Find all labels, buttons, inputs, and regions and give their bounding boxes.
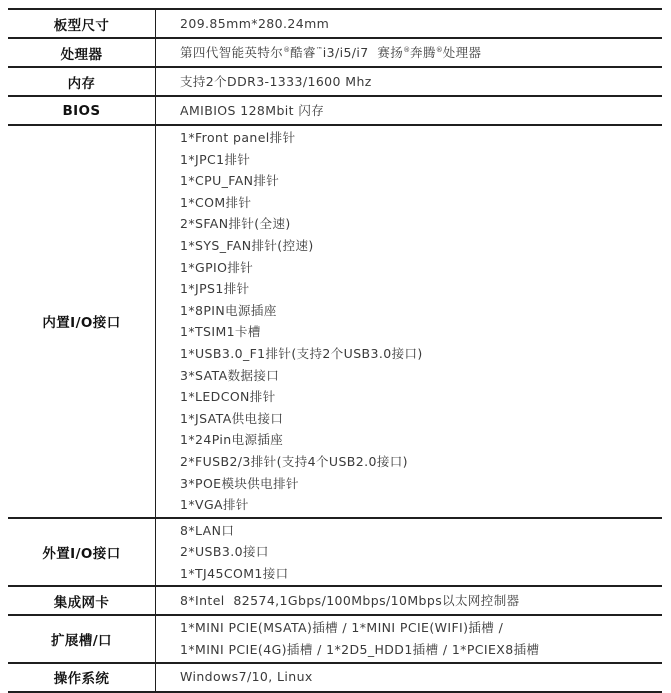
- spec-value-line: 1*TJ45COM1接口: [180, 565, 289, 581]
- spec-row: [8, 68, 662, 97]
- spec-value-line: 2*SFAN排针(全速): [180, 216, 291, 232]
- spec-value-line: 1*24Pin电源插座: [180, 432, 284, 448]
- spec-value-line: 209.85mm*280.24mm: [180, 15, 330, 31]
- spec-value-line: 1*Front panel排针: [180, 130, 296, 145]
- spec-value-line: 1*MINI PCIE(MSATA)插槽 / 1*MINI PCIE(WIFI)插槽 /: [180, 620, 504, 636]
- spec-row: [8, 39, 662, 68]
- spec-value-line: 1*TSIM1卡槽: [180, 324, 261, 340]
- spec-row-value: [156, 10, 662, 37]
- spec-row-label: 内置I/O接口: [8, 126, 156, 517]
- spec-value-line: 支持2个DDR3-1333/1600 Mhz: [180, 73, 372, 89]
- spec-value-line: 3*SATA数据接口: [180, 367, 280, 383]
- spec-value-line: 第四代智能英特尔®酷睿™i3/i5/i7 赛扬®奔腾®处理器: [180, 44, 482, 60]
- spec-row-value: [156, 126, 662, 517]
- spec-row: [8, 664, 662, 693]
- spec-row-label: 板型尺寸: [8, 10, 156, 37]
- spec-row: [8, 97, 662, 126]
- spec-row-value: [156, 519, 662, 586]
- spec-row-value: [156, 39, 662, 66]
- spec-value-line: 1*COM排针: [180, 194, 252, 210]
- spec-row-value: [156, 587, 662, 614]
- spec-row-label: 集成网卡: [8, 587, 156, 614]
- spec-row: [8, 616, 662, 663]
- spec-row: [8, 587, 662, 616]
- spec-row-value: [156, 664, 662, 691]
- spec-value-line: 8*Intel 82574,1Gbps/100Mbps/10Mbps以太网控制器: [180, 593, 520, 609]
- spec-value-line: 1*8PIN电源插座: [180, 302, 277, 318]
- spec-row-label: 内存: [8, 68, 156, 95]
- spec-row-label: 处理器: [8, 39, 156, 66]
- spec-row-label: 外置I/O接口: [8, 519, 156, 586]
- spec-row-label: BIOS: [8, 97, 156, 124]
- spec-table: [8, 8, 662, 693]
- spec-value-line: 1*JSATA供电接口: [180, 410, 284, 426]
- spec-value-line: 1*USB3.0_F1排针(支持2个USB3.0接口): [180, 345, 423, 361]
- spec-value-line: AMIBIOS 128Mbit 闪存: [180, 102, 325, 118]
- spec-value-line: 1*VGA排针: [180, 497, 249, 513]
- spec-value-line: 1*JPC1排针: [180, 151, 251, 167]
- spec-value-line: 2*FUSB2/3排针(支持4个USB2.0接口): [180, 453, 408, 469]
- spec-value-line: 1*SYS_FAN排针(控速): [180, 237, 314, 253]
- spec-value-line: 2*USB3.0接口: [180, 544, 269, 560]
- spec-row-value: [156, 68, 662, 95]
- spec-value-line: Windows7/10, Linux: [180, 669, 313, 685]
- spec-value-line: 1*GPIO排针: [180, 259, 254, 275]
- spec-value-line: 1*MINI PCIE(4G)插槽 / 1*2D5_HDD1插槽 / 1*PCIEX8插槽: [180, 642, 540, 658]
- spec-row-label: 操作系统: [8, 664, 156, 691]
- spec-row-label: 扩展槽/口: [8, 616, 156, 661]
- spec-value-line: 8*LAN口: [180, 522, 235, 538]
- spec-value-line: 1*LEDCON排针: [180, 389, 276, 405]
- spec-row-value: [156, 616, 662, 661]
- spec-value-line: 3*POE模块供电排针: [180, 475, 299, 491]
- spec-row: [8, 10, 662, 39]
- spec-row: [8, 126, 662, 519]
- spec-value-line: 1*CPU_FAN排针: [180, 173, 280, 189]
- spec-row: [8, 519, 662, 588]
- spec-value-line: 1*JPS1排针: [180, 281, 250, 297]
- spec-row-value: [156, 97, 662, 124]
